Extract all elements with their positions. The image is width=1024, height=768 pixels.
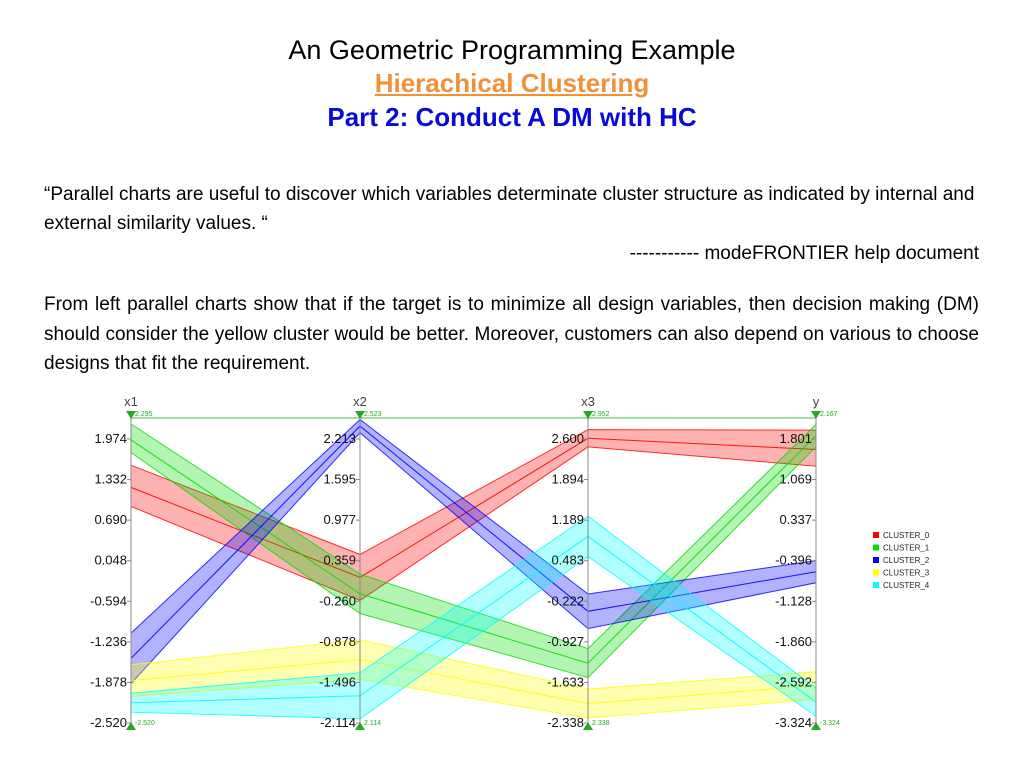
axis-x1-tick-label: 0.690: [94, 512, 127, 528]
axis-x2-tick-label: 0.977: [323, 512, 356, 528]
slide-heading: Part 2: Conduct A DM with HC: [327, 102, 697, 132]
axis-x2-max-label: 2.523: [364, 411, 382, 418]
axis-x1-min-label: -2.520: [135, 720, 155, 727]
cluster-3-legend-swatch: [873, 570, 879, 576]
body-paragraph: From left parallel charts show that if the target is to minimize all design variables, then decision making (DM) should consider the yellow cluster would be better. Moreover, customers can also depend on various to choose designs that fit the requirement.: [44, 294, 979, 374]
axis-x1-tick-label: -1.236: [90, 633, 127, 649]
cluster-0-legend-label: CLUSTER_0: [883, 531, 930, 540]
axis-x3-min-label: 2.338: [592, 720, 610, 727]
axis-x3-max-label: 2.952: [592, 411, 610, 418]
cluster-1-legend-label: CLUSTER_1: [883, 543, 930, 553]
axis-x2-tick-label: -1.496: [319, 674, 356, 690]
axis-x1-tick-label: 0.048: [94, 552, 127, 568]
cluster-2-legend-label: CLUSTER_2: [883, 556, 930, 565]
axis-x2-tick-label: -0.878: [319, 633, 356, 649]
axis-y-tick-label: -1.860: [775, 633, 812, 649]
parallel-coordinates-chart: [70, 393, 970, 738]
axis-y-tick-label: 1.801: [779, 431, 812, 446]
axis-x3-tick-label: -1.633: [547, 674, 584, 690]
axis-y-tick-label: -3.324: [775, 715, 812, 730]
axis-y-max-label: 2.167: [820, 411, 838, 418]
cluster-1-legend-swatch: [873, 545, 879, 551]
axis-x1-tick-label: 1.332: [94, 471, 127, 487]
quote-source: ----------- modeFRONTIER help document: [629, 243, 979, 264]
axis-y-min-label: -3.324: [820, 720, 840, 727]
axis-y-tick-label: -2.592: [775, 674, 812, 690]
axis-x3-tick-label: 1.894: [551, 471, 584, 487]
cluster-2-legend-swatch: [873, 557, 879, 563]
axis-x3-name: x3: [581, 394, 595, 409]
axis-x2-name: x2: [353, 394, 367, 409]
axis-x1-name: x1: [124, 394, 138, 409]
axis-x3-tick-label: -0.927: [547, 633, 584, 649]
axis-y-tick-label: -0.396: [775, 552, 812, 568]
cluster-0-legend-swatch: [873, 532, 879, 538]
axis-x1-tick-label: -1.878: [90, 674, 127, 690]
axis-y-tick-label: 0.337: [779, 512, 812, 528]
slide-subtitle: Hierachical Clustering: [374, 68, 650, 98]
axis-x1-max-label: 2.295: [135, 411, 153, 418]
axis-x3-tick-label: 1.189: [551, 512, 584, 528]
axis-x1-tick-label: -0.594: [90, 593, 127, 609]
axis-x2-tick-label: -0.260: [319, 593, 356, 609]
quote-text: “Parallel charts are useful to discover which variables determinate cluster structure as indicated by internal and external similarity values. “: [44, 184, 975, 234]
axis-x1-tick-label: 1.974: [94, 431, 127, 446]
slide-title: An Geometric Programming Example: [288, 35, 736, 65]
axis-x1-tick-label: -2.520: [90, 715, 127, 730]
axis-x2-tick-label: 1.595: [323, 471, 356, 487]
slide-titles: [0, 34, 1024, 134]
cluster-3-legend-label: CLUSTER_3: [883, 568, 930, 578]
axis-x3-tick-label: -0.222: [547, 593, 584, 609]
axis-y-tick-label: 1.069: [779, 471, 812, 487]
axis-y-tick-label: -1.128: [775, 593, 812, 609]
axis-y-name: y: [812, 394, 820, 409]
axis-x2-tick-label: 2.213: [323, 431, 356, 446]
axis-x2-tick-label: -2.114: [320, 715, 356, 730]
axis-x2-tick-label: 0.359: [323, 552, 356, 568]
axis-x2-min-label: 2.114: [364, 720, 381, 727]
axis-x3-tick-label: 0.483: [551, 552, 584, 568]
cluster-4-legend-swatch: [873, 582, 879, 588]
axis-x3-tick-label: -2.338: [547, 715, 584, 730]
cluster-4-legend-label: CLUSTER_4: [883, 581, 930, 590]
axis-x3-tick-label: 2.600: [551, 431, 584, 446]
